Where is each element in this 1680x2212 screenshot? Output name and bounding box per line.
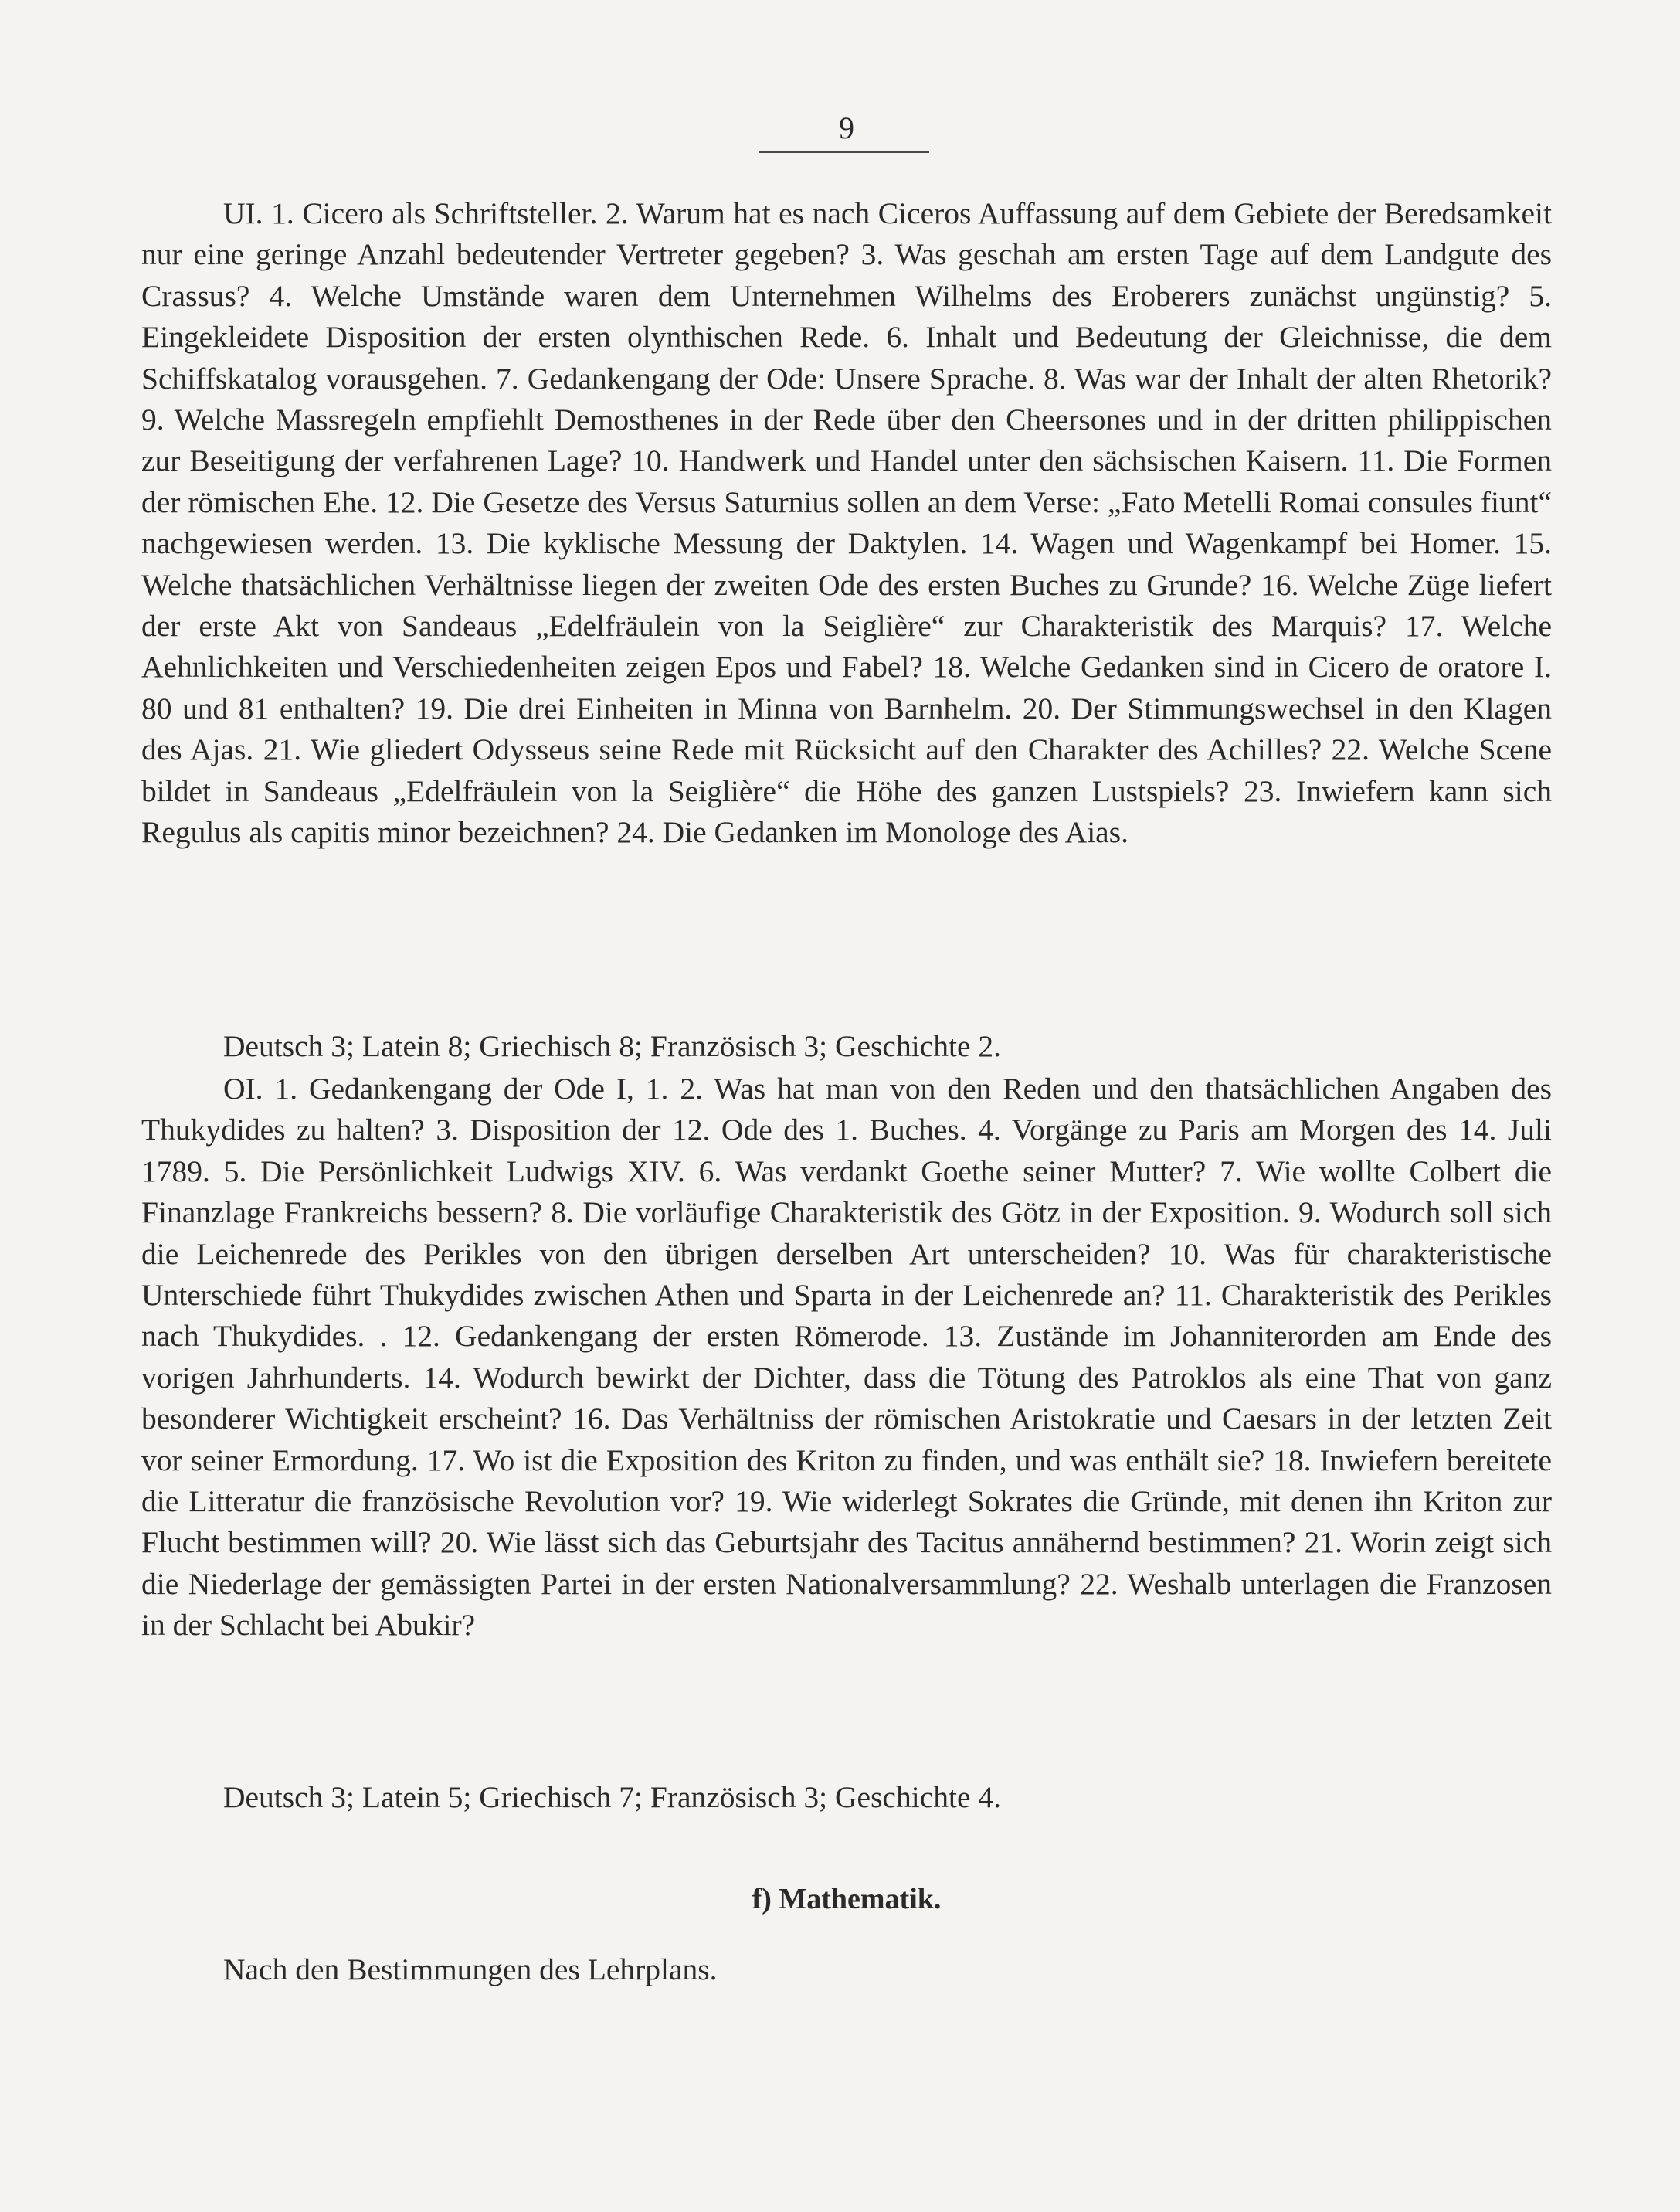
header-rule (759, 151, 929, 153)
page-number: 9 (839, 110, 854, 145)
mathematics-text: Nach den Bestimmungen des Lehrplans. (223, 1952, 718, 1986)
oi-lesson-counts: Deutsch 3; Latein 5; Griechisch 7; Französisch 3; Geschichte 4. (223, 1780, 1001, 1814)
ui-lesson-counts: Deutsch 3; Latein 8; Griechisch 8; Französisch 3; Geschichte 2. (223, 1029, 1001, 1063)
oi-topics-paragraph: OI. 1. Gedankengang der Ode I, 1. 2. Was hat man von den Reden und den thatsächlichen Angaben des Thukydides zu halten? 3. Disposition der 12. Ode des 1. Buches. 4. Vorgänge zu Paris am Morgen des 14. Juli 1789. 5. Die Persönlichkeit Ludwigs XIV. 6. Was verdankt Goethe seiner Mutter? 7. Wie wollte Colbert die Finanzlage Frankreichs bessern? 8. Die vorläufige Charakteristik des Götz in der Exposition. 9. Wodurch soll sich die Leichenrede des Perikles von den übrigen derselben Art unterscheiden? 10. Was für charakteristische Unterschiede führt Thukydides zwischen Athen und Sparta in der Leichenrede an? 11. Charakteristik des Perikles nach Thukydides. . 12. Gedankengang der ersten Römerode. 13. Zustände im Johanniterorden am Ende des vorigen Jahrhunderts. 14. Wodurch bewirkt der Dichter, dass die Tötung des Patroklos als eine That von ganz besonderer Wichtigkeit erscheint? 16. Das Verhältniss der römischen Aristokratie und Caesars in der letzten Zeit vor seiner Ermordung. 17. Wo ist die Exposition des Kriton zu finden, und was enthält sie? 18. Inwiefern bereitete die Litteratur die französische Revolution vor? 19. Wie widerlegt Sokrates die Gründe, mit denen ihn Kriton zur Flucht bestimmen will? 20. Wie lässt sich das Geburtsjahr des Tacitus annähernd bestimmen? 21. Worin zeigt sich die Niederlage der gemässigten Partei in der ersten Nationalversammlung? 22. Weshalb unterlagen die Franzosen in der Schlacht bei Abukir? (141, 1072, 1552, 1643)
ui-topics-paragraph: UI. 1. Cicero als Schriftsteller. 2. Warum hat es nach Ciceros Auffassung auf dem Gebiete der Beredsamkeit nur eine geringe Anzahl bedeutender Vertreter gegeben? 3. Was geschah am ersten Tage auf dem Landgute des Crassus? 4. Welche Umstände waren dem Unternehmen Wilhelms des Eroberers zunächst ungünstig? 5. Eingekleidete Disposition der ersten olynthischen Rede. 6. Inhalt und Bedeutung der Gleichnisse, die dem Schiffskatalog vorausgehen. 7. Gedankengang der Ode: Unsere Sprache. 8. Was war der Inhalt der alten Rhetorik? 9. Welche Massregeln empfiehlt Demosthenes in der Rede über den Cheersones und in der dritten philippischen zur Beseitigung der verfahrenen Lage? 10. Handwerk und Handel unter den sächsischen Kaisern. 11. Die Formen der römischen Ehe. 12. Die Gesetze des Versus Saturnius sollen an dem Verse: „Fato Metelli Romai consules fiunt“ nachgewiesen werden. 13. Die kyklische Messung der Daktylen. 14. Wagen und Wagenkampf bei Homer. 15. Welche thatsächlichen Verhältnisse liegen der zweiten Ode des ersten Buches zu Grunde? 16. Welche Züge liefert der erste Akt von Sandeaus „Edelfräulein von la Seiglière“ zur Charakteristik des Marquis? 17. Welche Aehnlichkeiten und Verschiedenheiten zeigen Epos und Fabel? 18. Welche Gedanken sind in Cicero de oratore I. 80 und 81 enthalten? 19. Die drei Einheiten in Minna von Barnhelm. 20. Der Stimmungswechsel in den Klagen des Ajas. 21. Wie gliedert Odysseus seine Rede mit Rücksicht auf den Charakter des Achilles? 22. Welche Scene bildet in Sandeaus „Edelfräulein von la Seiglière“ die Höhe des ganzen Lustspiels? 23. Inwiefern kann sich Regulus als capitis minor bezeichnen? 24. Die Gedanken im Monologe des Aias. (141, 196, 1552, 850)
mathematics-heading: f) Mathematik. (752, 1883, 942, 1915)
